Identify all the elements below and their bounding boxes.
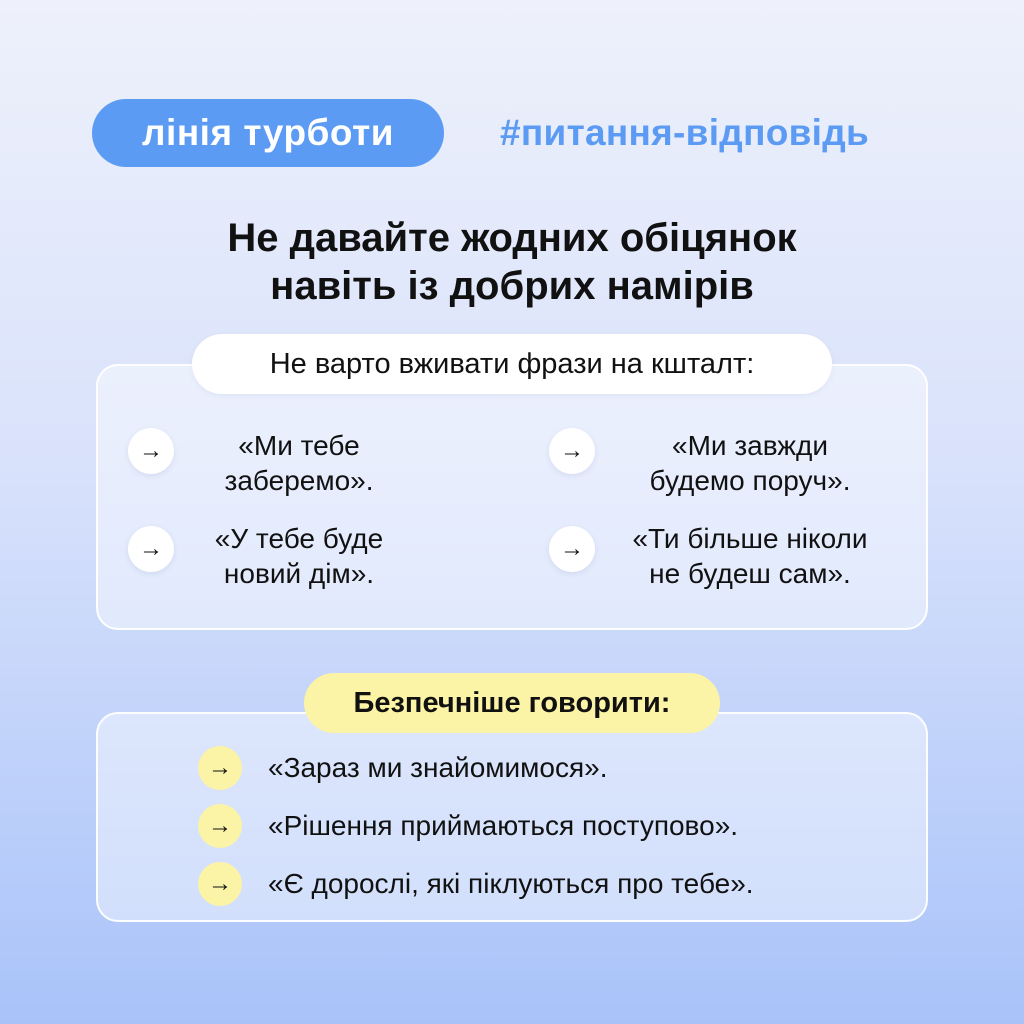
avoid-phrase-line: не будеш сам». <box>649 558 851 589</box>
arrow-right-icon: → <box>198 804 242 848</box>
arrow-right-icon: → <box>128 428 174 474</box>
avoid-phrase-item <box>600 521 900 591</box>
avoid-phrase-line: новий дім». <box>223 558 375 589</box>
safe-section-label: Безпечніше говорити: <box>304 673 720 733</box>
arrow-right-icon: → <box>549 526 595 572</box>
arrow-right-icon: → <box>198 746 242 790</box>
avoid-phrase-line: «У тебе буде <box>214 523 384 554</box>
avoid-phrase-line: «Ти більше ніколи <box>632 523 868 554</box>
avoid-phrase-item <box>600 428 900 498</box>
avoid-phrase-line: «Ми завжди <box>672 430 828 461</box>
avoid-phrase-item <box>174 521 424 591</box>
avoid-phrase-line: «Ми тебе <box>238 430 360 461</box>
avoid-phrase-item <box>174 428 424 498</box>
avoid-section-label: Не варто вживати фрази на кшталт: <box>192 334 832 394</box>
arrow-right-icon: → <box>128 526 174 572</box>
title-line-1: Не давайте жодних обіцянок <box>227 216 797 260</box>
safe-phrase-item: «Рішення приймаються поступово». <box>268 810 739 841</box>
safe-phrase-item: «Зараз ми знайомимося». <box>268 752 608 783</box>
brand-badge <box>92 99 444 167</box>
safe-phrase-item: «Є дорослі, які піклуються про тебе». <box>268 868 754 899</box>
title-line-2: навіть із добрих намірів <box>270 264 754 308</box>
arrow-right-icon: → <box>549 428 595 474</box>
arrow-right-icon: → <box>198 862 242 906</box>
hashtag-label: #питання-відповідь <box>500 112 870 153</box>
page-title <box>80 214 944 310</box>
avoid-phrase-line: заберемо». <box>224 465 374 496</box>
avoid-phrase-line: будемо поруч». <box>649 465 851 496</box>
brand-label: лінія турботи <box>142 112 394 153</box>
